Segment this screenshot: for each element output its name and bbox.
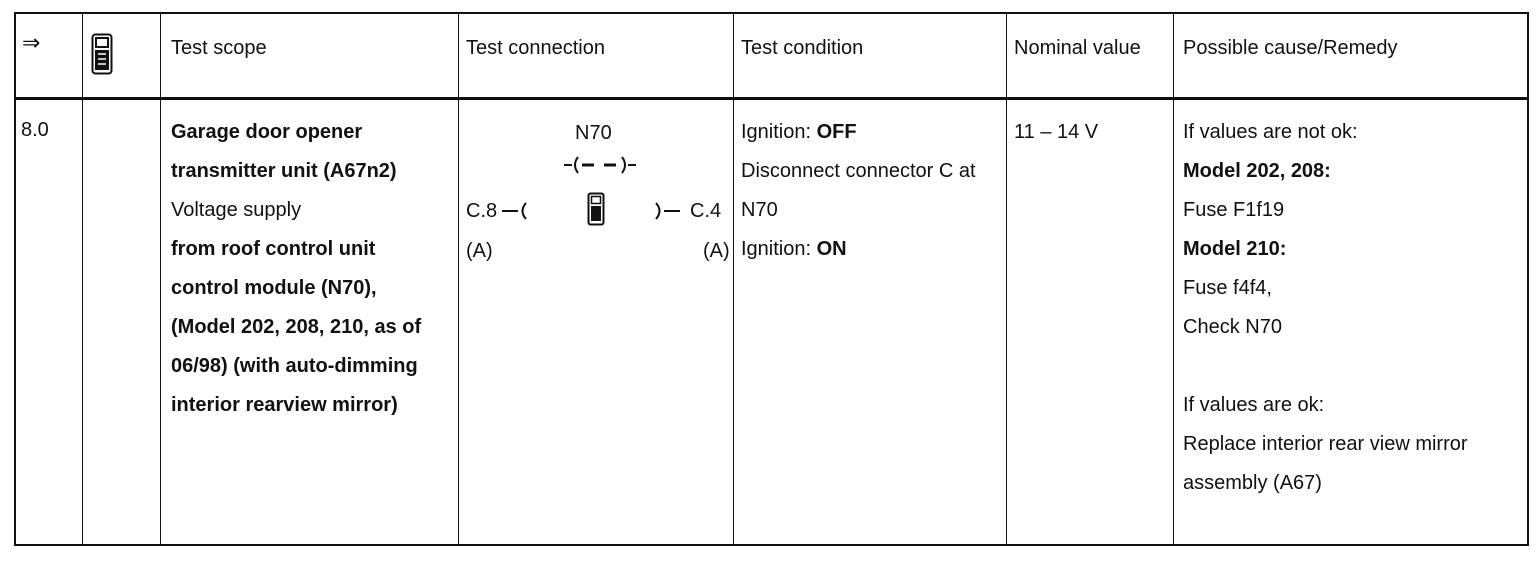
scope-line: Garage door opener [171, 121, 363, 143]
column-divider [458, 14, 459, 544]
condition-line: Ignition: OFF [741, 121, 857, 143]
header-divider [16, 97, 1527, 100]
remedy-line: Fuse f4f4, [1183, 277, 1272, 299]
remedy-spacer [1183, 347, 1468, 386]
connector-symbol [564, 153, 636, 177]
condition-line: Disconnect connector C at [741, 160, 976, 182]
remedy-line: Model 210: [1183, 238, 1287, 260]
condition-line: Ignition: ON [741, 238, 847, 260]
remedy-line: assembly (A67) [1183, 472, 1322, 494]
scope-line: interior rearview mirror) [171, 394, 398, 416]
right-probe-symbol [652, 199, 682, 223]
scope-line: transmitter unit (A67n2) [171, 160, 397, 182]
column-divider [1173, 14, 1174, 544]
scope-line: (Model 202, 208, 210, as of [171, 316, 422, 338]
header-test-scope: Test scope [171, 37, 267, 59]
step-number: 8.0 [21, 119, 49, 141]
connection-component: N70 [575, 122, 612, 144]
arrow-icon: ⇒ [22, 30, 41, 55]
scope-line: Voltage supply [171, 199, 302, 221]
column-divider [82, 14, 83, 544]
header-test-connection: Test connection [466, 37, 605, 59]
remedy-line: Model 202, 208: [1183, 160, 1331, 182]
header-nominal-value: Nominal value [1014, 37, 1141, 59]
remedy-line: If values are not ok: [1183, 121, 1358, 143]
ignition-on-value: ON [816, 238, 847, 260]
right-note: (A) [703, 240, 730, 262]
remedy-line: Fuse F1f19 [1183, 199, 1285, 221]
condition-line: N70 [741, 199, 778, 221]
tester-icon [91, 33, 113, 75]
header-test-condition: Test condition [741, 37, 864, 59]
scope-line: 06/98) (with auto-dimming [171, 355, 418, 377]
scope-line: from roof control unit [171, 238, 376, 260]
left-probe-symbol [500, 199, 530, 223]
ignition-off-value: OFF [816, 121, 857, 143]
column-divider [160, 14, 161, 544]
tester-icon [587, 192, 605, 226]
remedy-line: Replace interior rear view mirror [1183, 433, 1468, 455]
nominal-value: 11 – 14 V [1014, 121, 1099, 143]
header-possible-cause: Possible cause/Remedy [1183, 37, 1398, 59]
column-divider [733, 14, 734, 544]
right-pin-label: C.4 [690, 200, 722, 222]
column-divider [1006, 14, 1007, 544]
remedy-line: Check N70 [1183, 316, 1282, 338]
left-pin-label: C.8 [466, 200, 498, 222]
scope-line: control module (N70), [171, 277, 377, 299]
test-scope-text [171, 113, 421, 425]
left-note: (A) [466, 240, 493, 262]
test-condition-text [741, 113, 976, 269]
remedy-text [1183, 113, 1468, 503]
remedy-line: If values are ok: [1183, 394, 1325, 416]
